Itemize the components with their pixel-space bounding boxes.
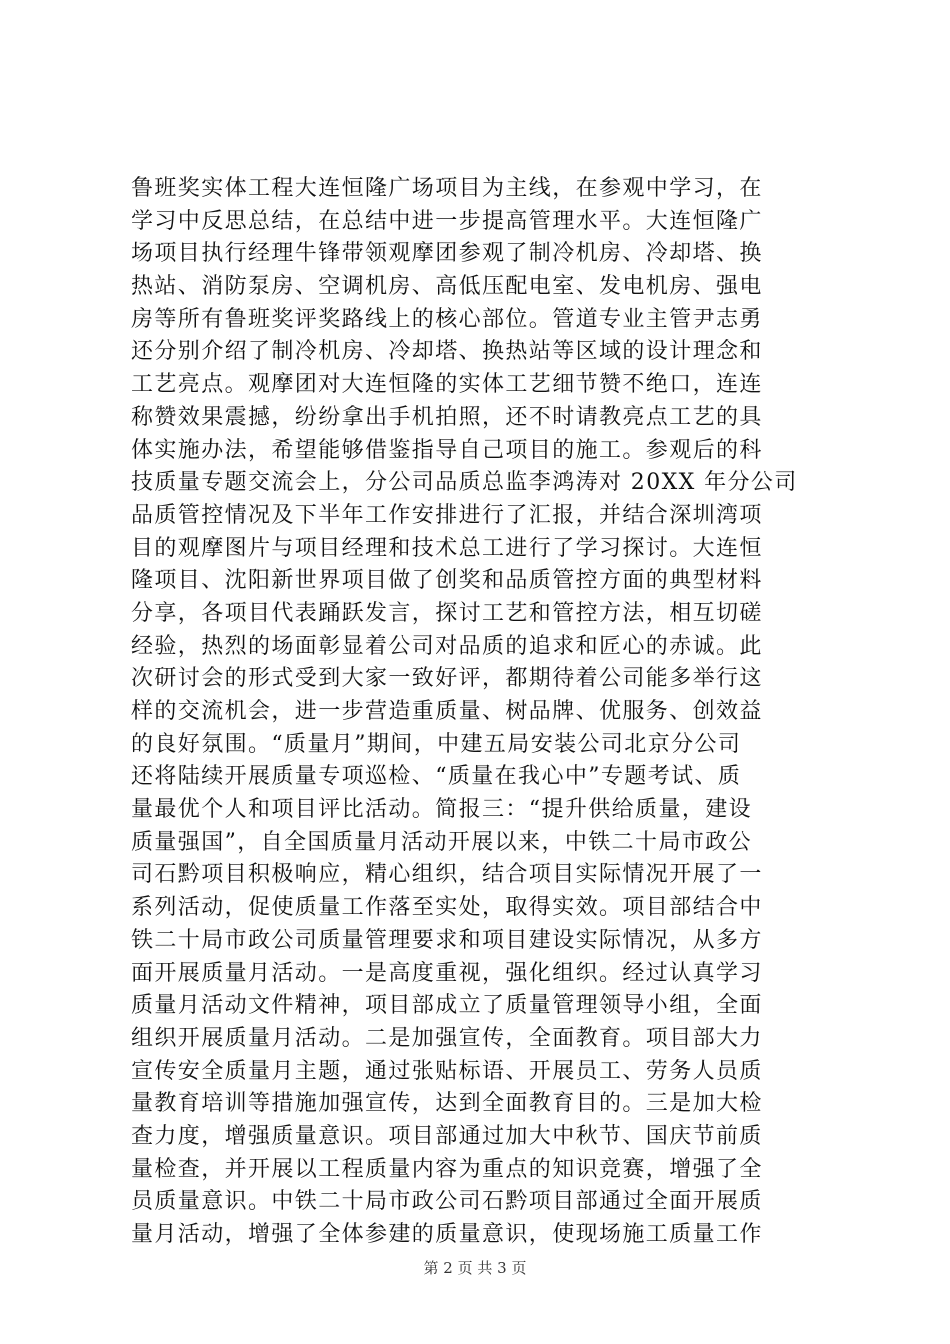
page-number-footer: 第 2 页 共 3 页 bbox=[423, 1259, 527, 1277]
text-line: 面开展质量月活动。一是高度重视，强化组织。经过认真学习 bbox=[131, 960, 763, 986]
text-line: 司石黔项目积极响应，精心组织，结合项目实际情况开展了一 bbox=[131, 862, 763, 888]
text-line: 场项目执行经理牛锋带领观摩团参观了制冷机房、冷却塔、换 bbox=[131, 241, 763, 267]
text-line: 量月活动，增强了全体参建的质量意识，使现场施工质量工作 bbox=[131, 1222, 763, 1247]
text-line: 房等所有鲁班奖评奖路线上的核心部位。管道专业主管尹志勇 bbox=[131, 306, 763, 332]
text-line: 次研讨会的形式受到大家一致好评，都期待着公司能多举行这 bbox=[131, 666, 763, 692]
text-line: 量教育培训等措施加强宣传，达到全面教育目的。三是加大检 bbox=[131, 1091, 763, 1117]
text-line: 铁二十局市政公司质量管理要求和项目建设实际情况，从多方 bbox=[131, 927, 763, 953]
text-line: 还将陆续开展质量专项巡检、“质量在我心中”专题考试、质 bbox=[131, 764, 742, 790]
text-line: 热站、消防泵房、空调机房、高低压配电室、发电机房、强电 bbox=[131, 274, 763, 300]
text-line: 样的交流机会，进一步营造重质量、树品牌、优服务、创效益 bbox=[131, 699, 763, 724]
text-line: 鲁班奖实体工程大连恒隆广场项目为主线，在参观中学习，在 bbox=[131, 176, 763, 201]
text-line: 的良好氛围。“质量月”期间，中建五局安装公司北京分公司 bbox=[131, 731, 742, 757]
text-line: 目的观摩图片与项目经理和技术总工进行了学习探讨。大连恒 bbox=[131, 535, 763, 561]
text-line: 还分别介绍了制冷机房、冷却塔、换热站等区域的设计理念和 bbox=[131, 339, 763, 365]
text-line: 隆项目、沈阳新世界项目做了创奖和品质管控方面的典型材料 bbox=[131, 568, 763, 594]
text-line: 量最优个人和项目评比活动。简报三：“提升供给质量，建设 bbox=[131, 797, 753, 823]
text-line: 质量强国”，自全国质量月活动开展以来，中铁二十局市政公 bbox=[131, 829, 753, 855]
text-line: 查力度，增强质量意识。项目部通过加大中秋节、国庆节前质 bbox=[131, 1123, 763, 1149]
body-text bbox=[131, 173, 831, 1252]
text-line: 量检查，并开展以工程质量内容为重点的知识竞赛，增强了全 bbox=[131, 1156, 763, 1182]
text-line: 分享，各项目代表踊跃发言，探讨工艺和管控方法，相互切磋 bbox=[131, 600, 763, 626]
text-line: 技质量专题交流会上，分公司品质总监李鸿涛对 20XX 年分公司 bbox=[131, 470, 798, 496]
text-line: 员质量意识。中铁二十局市政公司石黔项目部通过全面开展质 bbox=[131, 1189, 763, 1215]
text-line: 称赞效果震撼，纷纷拿出手机拍照，还不时请教亮点工艺的具 bbox=[131, 404, 763, 430]
text-line: 学习中反思总结，在总结中进一步提高管理水平。大连恒隆广 bbox=[131, 208, 763, 234]
text-line: 体实施办法，希望能够借鉴指导自己项目的施工。参观后的科 bbox=[131, 437, 763, 463]
text-line: 工艺亮点。观摩团对大连恒隆的实体工艺细节赞不绝口，连连 bbox=[131, 372, 763, 398]
text-line: 质量月活动文件精神，项目部成立了质量管理领导小组，全面 bbox=[131, 993, 763, 1019]
text-line: 组织开展质量月活动。二是加强宣传，全面教育。项目部大力 bbox=[131, 1025, 763, 1051]
text-line: 系列活动，促使质量工作落至实处，取得实效。项目部结合中 bbox=[131, 895, 763, 921]
text-line: 品质管控情况及下半年工作安排进行了汇报，并结合深圳湾项 bbox=[131, 502, 763, 528]
text-line: 经验，热烈的场面彰显着公司对品质的追求和匠心的赤诚。此 bbox=[131, 633, 763, 659]
text-line: 宣传安全质量月主题，通过张贴标语、开展员工、劳务人员质 bbox=[131, 1058, 763, 1084]
